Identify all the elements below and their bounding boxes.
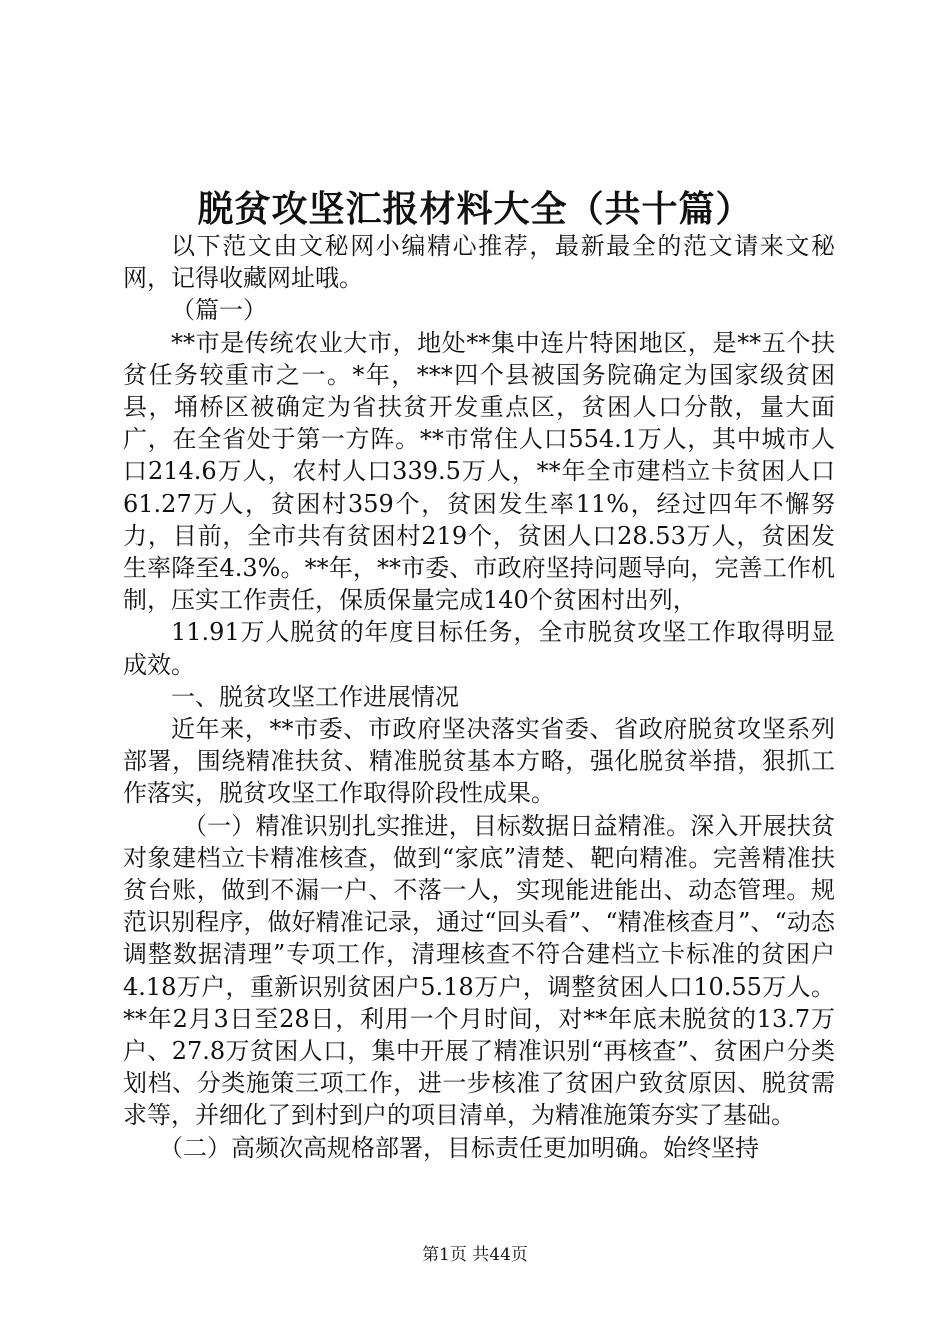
- section-label: （篇一）: [171, 296, 267, 325]
- document-body: [123, 230, 835, 1164]
- body-paragraph: （一）精准识别扎实推进，目标数据日益精准。深入开展扶贫对象建档立卡精准核查，做到“家底”清楚、靶向精准。完善精准扶贫台账，做到不漏一户、不落一人，实现能进能出、动态管理。规范识别程序，做好精准记录，通过“回头看”、“精准核查月”、“动态调整数据清理”专项工作，清理核查不符合建档立卡标准的贫困户4.18万户，重新识别贫困户5.18万户，调整贫困人口10.55万人。**年2月3日至28日，利用一个月时间，对**年底未脱贫的13.7万户、27.8万贫困人口，集中开展了精准识别“再核查”、贫困户分类划档、分类施策三项工作，进一步核准了贫困户致贫原因、脱贫需求等，并细化了到村到户的项目清单，为精准施策夯实了基础。: [123, 811, 835, 1130]
- section-heading: 一、脱贫攻坚工作进展情况: [171, 682, 459, 711]
- intro-paragraph: 以下范文由文秘网小编精心推荐，最新最全的范文请来文秘网，记得收藏网址哦。: [123, 232, 835, 293]
- page-number: 第1页 共44页: [422, 1245, 528, 1265]
- body-paragraph: （二）高频次高规格部署，目标责任更加明确。始终坚持: [159, 1133, 759, 1162]
- body-paragraph: 近年来，**市委、市政府坚决落实省委、省政府脱贫攻坚系列部署，围绕精准扶贫、精准脱贫基本方略，强化脱贫举措，狠抓工作落实，脱贫攻坚工作取得阶段性成果。: [123, 715, 835, 808]
- document-title: 脱贫攻坚汇报材料大全（共十篇）: [197, 189, 753, 230]
- body-paragraph: **市是传统农业大市，地处**集中连片特困地区，是**五个扶贫任务较重市之一。*年，***四个县被国务院确定为国家级贫困县，埇桥区被确定为省扶贫开发重点区，贫困人口分散，量大面广，在全省处于第一方阵。**市常住人口554.1万人，其中城市人口214.6万人，农村人口339.5万人，**年全市建档立卡贫困人口61.27万人，贫困村359个，贫困发生率11%，经过四年不懈努力，目前，全市共有贫困村219个，贫困人口28.53万人，贫困发生率降至4.3%。**年，**市委、市政府坚持问题导向，完善工作机制，压实工作责任，保质保量完成140个贫困村出列，: [123, 328, 835, 615]
- body-paragraph: 11.91万人脱贫的年度目标任务，全市脱贫攻坚工作取得明显成效。: [123, 618, 835, 679]
